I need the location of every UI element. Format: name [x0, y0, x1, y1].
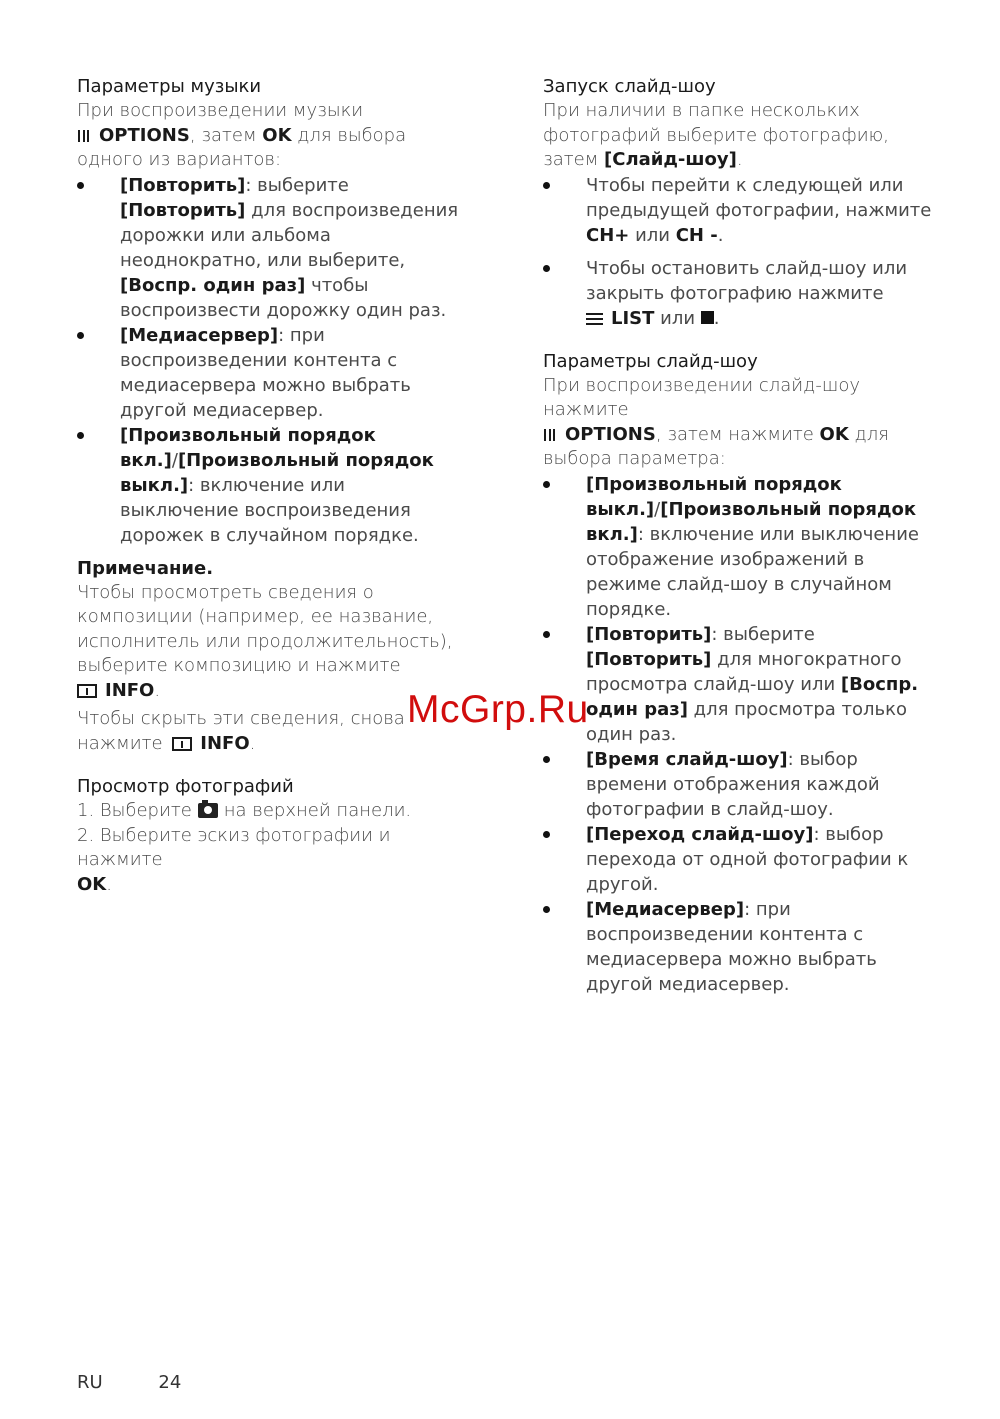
bullet-icon	[543, 756, 550, 763]
footer-language: RU	[77, 1372, 103, 1393]
bullet-icon	[77, 332, 84, 339]
slideshow-params-heading: Параметры слайд-шоу	[543, 350, 758, 372]
slideshow-params-intro: При воспроизведении слайд-шоу нажмите OPTIONS, затем нажмите OK для выбора параметра:	[543, 374, 889, 469]
bullet-icon	[543, 481, 550, 488]
slideshow-stop: Чтобы остановить слайд-шоу или закрыть фотографию нажмите LIST или .	[543, 256, 933, 331]
note-text-show: Чтобы просмотреть сведения о композиции (например, ее название, исполнитель или продолжительность), выберите композицию и нажмите INFO.	[77, 581, 453, 701]
slideshow-option-transition: [Переход слайд-шоу]: выбор перехода от одной фотографии к другой.	[543, 822, 933, 897]
music-params-heading: Параметры музыки	[77, 76, 262, 97]
bullet-icon	[543, 182, 550, 189]
photo-view-heading: Просмотр фотографий	[77, 776, 294, 797]
photo-step-1: 1. Выберите на верхней панели.	[77, 800, 412, 821]
slideshow-start-intro: При наличии в папке нескольких фотографий выберите фотографию, затем [Слайд-шоу].	[543, 100, 889, 170]
watermark: McGrp.Ru	[407, 688, 589, 731]
left-column	[77, 74, 467, 897]
page-footer	[77, 1372, 181, 1393]
bullet-icon	[77, 182, 84, 189]
photo-step-2: 2. Выберите эскиз фотографии и нажмите OK.	[77, 824, 391, 895]
slideshow-start-heading: Запуск слайд-шоу	[543, 76, 716, 97]
options-icon	[543, 427, 557, 442]
camera-icon	[198, 803, 218, 818]
slideshow-next-prev: Чтобы перейти к следующей или предыдущей фотографии, нажмите CH+ или CH -.	[543, 173, 933, 248]
bullet-icon	[543, 631, 550, 638]
stop-icon	[701, 311, 714, 324]
slideshow-option-repeat: [Повторить]: выберите [Повторить] для многократного просмотра слайд-шоу или [Воспр. один раз] для просмотра только один раз.	[543, 622, 933, 747]
bullet-icon	[543, 906, 550, 913]
info-icon	[77, 684, 97, 698]
right-column	[543, 74, 933, 997]
music-option-mediaserver: [Медиасервер]: при воспроизведении контента с медиасервера можно выбрать другой медиасервер.	[77, 323, 467, 423]
slideshow-option-mediaserver: [Медиасервер]: при воспроизведении контента с медиасервера можно выбрать другой медиасервер.	[543, 897, 933, 997]
bullet-icon	[543, 265, 550, 272]
options-icon	[77, 128, 91, 143]
slideshow-option-time: [Время слайд-шоу]: выбор времени отображения каждой фотографии в слайд-шоу.	[543, 747, 933, 822]
note-heading: Примечание.	[77, 557, 214, 579]
bullet-icon	[77, 432, 84, 439]
note-text-hide: Чтобы скрыть эти сведения, снова нажмите INFO.	[77, 708, 405, 754]
music-params-intro: При воспроизведении музыки OPTIONS, затем OK для выбора одного из вариантов:	[77, 100, 407, 170]
music-option-repeat: [Повторить]: выберите [Повторить] для воспроизведения дорожки или альбома неоднократно, или выберите, [Воспр. один раз] чтобы воспроизвести дорожку один раз.	[77, 173, 467, 323]
page-number: 24	[158, 1372, 182, 1393]
info-icon	[172, 737, 192, 751]
list-icon	[586, 312, 603, 326]
slideshow-option-shuffle: [Произвольный порядок выкл.]/[Произвольный порядок вкл.]: включение или выключение отображение изображений в режиме слайд-шоу в случайном порядке.	[543, 472, 933, 622]
bullet-icon	[543, 831, 550, 838]
music-option-shuffle: [Произвольный порядок вкл.]/[Произвольный порядок выкл.]: включение или выключение воспроизведения дорожек в случайном порядке.	[77, 423, 467, 548]
